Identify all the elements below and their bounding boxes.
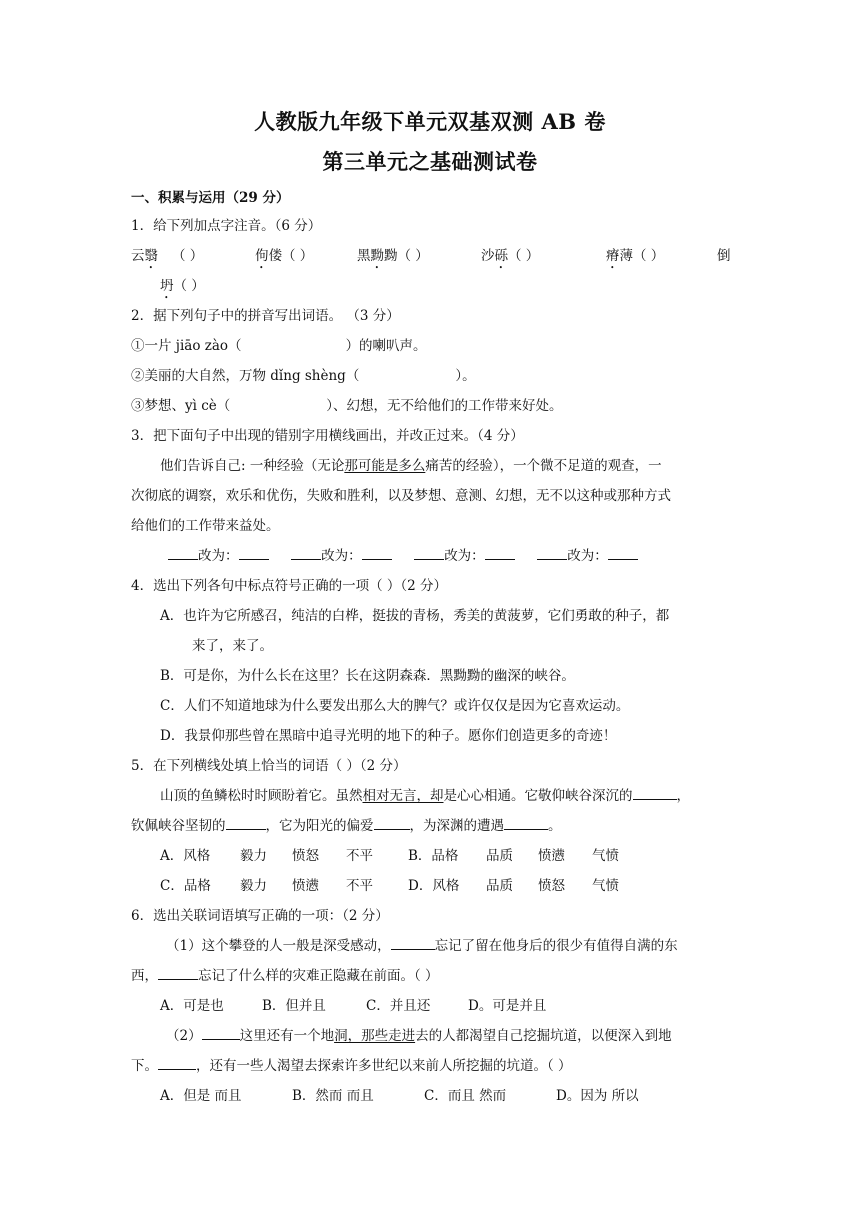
answer-blank[interactable] bbox=[158, 966, 198, 980]
q3-passage-2: 次彻底的调察，欢乐和优伤，失败和胜利，以及梦想、意测、幻想，无不以这种或那种方式 bbox=[131, 488, 671, 504]
question-5-stem: 5．在下列横线处填上恰当的词语（ ）（2 分） bbox=[131, 758, 407, 774]
q4-option-d: D．我景仰那些曾在黑暗中追寻光明的地下的种子。愿你们创造更多的奇迹！ bbox=[160, 728, 617, 744]
q4-option-c: C．人们不知道地球为什么要发出那么大的脾气？或许仅仅是因为它喜欢运动。 bbox=[160, 698, 630, 714]
answer-blank[interactable] bbox=[168, 546, 198, 560]
answer-blank[interactable] bbox=[633, 786, 677, 800]
answer-blank[interactable] bbox=[374, 816, 410, 830]
q5-options-cd: C．品格 毅力 愤懑 不平 D．风格 品质 愤怒 气愤 bbox=[160, 878, 619, 894]
answer-blank[interactable] bbox=[158, 1056, 196, 1070]
answer-blank[interactable] bbox=[362, 546, 392, 560]
question-2-stem: 2．据下列句子中的拼音写出词语。 （3 分） bbox=[131, 308, 400, 324]
q6-sentence-1-cont: 西， 忘记了什么样的灾难正隐藏在前面。（ ） bbox=[131, 968, 439, 984]
q4-option-a: A．也许为它所感召，纯洁的白桦，挺拔的青杨，秀美的黄菠萝，它们勇敢的种子，都 bbox=[160, 608, 670, 624]
answer-blank[interactable] bbox=[485, 546, 515, 560]
q6-options-1: A．可是也 B．但并且 C．并且还 D。可是并且 bbox=[160, 998, 547, 1014]
q6-options-2: A．但是 而且 B．然而 而且 C．而且 然而 D。因为 所以 bbox=[160, 1088, 639, 1104]
q4-option-a-cont: 来了，来了。 bbox=[192, 638, 273, 654]
q2-line-1: ①一片 jiāo zào（ ）的喇叭声。 bbox=[131, 338, 427, 354]
q5-passage-2: 钦佩峡谷坚韧的 ，它为阳光的偏爱 ，为深渊的遭遇 。 bbox=[131, 818, 562, 834]
answer-blank[interactable] bbox=[202, 1026, 240, 1040]
q3-correction-row: 改为： 改为： 改为： 改为： bbox=[168, 546, 768, 566]
answer-blank[interactable] bbox=[608, 546, 638, 560]
q1-item-6-wrap: 坍（ ） bbox=[160, 278, 205, 294]
q4-option-b: B．可是你，为什么长在这里？长在这阴森森．黑黝黝的幽深的峡谷。 bbox=[160, 668, 575, 684]
question-1-stem: 1．给下列加点字注音。（6 分） bbox=[131, 218, 322, 234]
q2-line-3: ③梦想、yì cè（ ）、幻想，无不给他们的工作带来好处。 bbox=[131, 398, 563, 414]
q1-item-6: 倒 bbox=[717, 248, 731, 264]
q6-sentence-1: （1）这个攀登的人一般是深受感动， 忘记了留在他身后的很少有值得自满的东 bbox=[166, 938, 678, 954]
question-4-stem: 4．选出下列各句中标点符号正确的一项（ ）（2 分） bbox=[131, 578, 448, 594]
q6-sentence-2-cont: 下。 ，还有一些人渴望去探索许多世纪以来前人所挖掘的坑道。（ ） bbox=[131, 1058, 572, 1074]
answer-blank[interactable] bbox=[239, 546, 269, 560]
answer-blank[interactable] bbox=[504, 816, 548, 830]
answer-blank[interactable] bbox=[391, 936, 435, 950]
question-3-stem: 3．把下面句子中出现的错别字用横线画出，并改正过来。（4 分） bbox=[131, 428, 524, 444]
answer-blank[interactable] bbox=[537, 546, 567, 560]
page-title: 人教版九年级下单元双基双测 AB 卷 bbox=[254, 109, 606, 134]
q1-item-1: 云翳 （ ） bbox=[131, 248, 204, 264]
q1-item-5: 瘠薄（ ） bbox=[606, 248, 665, 264]
q5-options-ab: A．风格 毅力 愤怒 不平 B．品格 品质 愤懑 气愤 bbox=[160, 848, 619, 864]
q2-line-2: ②美丽的大自然，万物 dǐng shèng（ ）。 bbox=[131, 368, 476, 384]
q1-item-4: 沙砾（ ） bbox=[481, 248, 540, 264]
q1-item-2: 佝偻（ ） bbox=[255, 248, 314, 264]
q3-passage-1: 他们告诉自己: 一种经验（无论那可能是多么痛苦的经验），一个微不足道的观查，一 bbox=[160, 458, 662, 474]
q1-item-3: 黑黝黝（ ） bbox=[357, 248, 429, 264]
answer-blank[interactable] bbox=[291, 546, 321, 560]
question-6-stem: 6．选出关联词语填写正确的一项：（2 分） bbox=[131, 908, 389, 924]
answer-blank[interactable] bbox=[226, 816, 266, 830]
q6-sentence-2: （2） 这里还有一个地洞，那些走进去的人都渴望自己挖掘坑道，以便深入到地 bbox=[166, 1028, 672, 1044]
q5-passage-1: 山顶的鱼鳞松时时顾盼着它。虽然相对无言，却是心心相通。它敬仰峡谷深沉的 ， bbox=[160, 788, 690, 804]
section-heading: 一、积累与运用（29 分） bbox=[131, 190, 290, 206]
q3-passage-3: 给他们的工作带来益处。 bbox=[131, 518, 280, 534]
answer-blank[interactable] bbox=[414, 546, 444, 560]
page-subtitle: 第三单元之基础测试卷 bbox=[322, 149, 538, 174]
